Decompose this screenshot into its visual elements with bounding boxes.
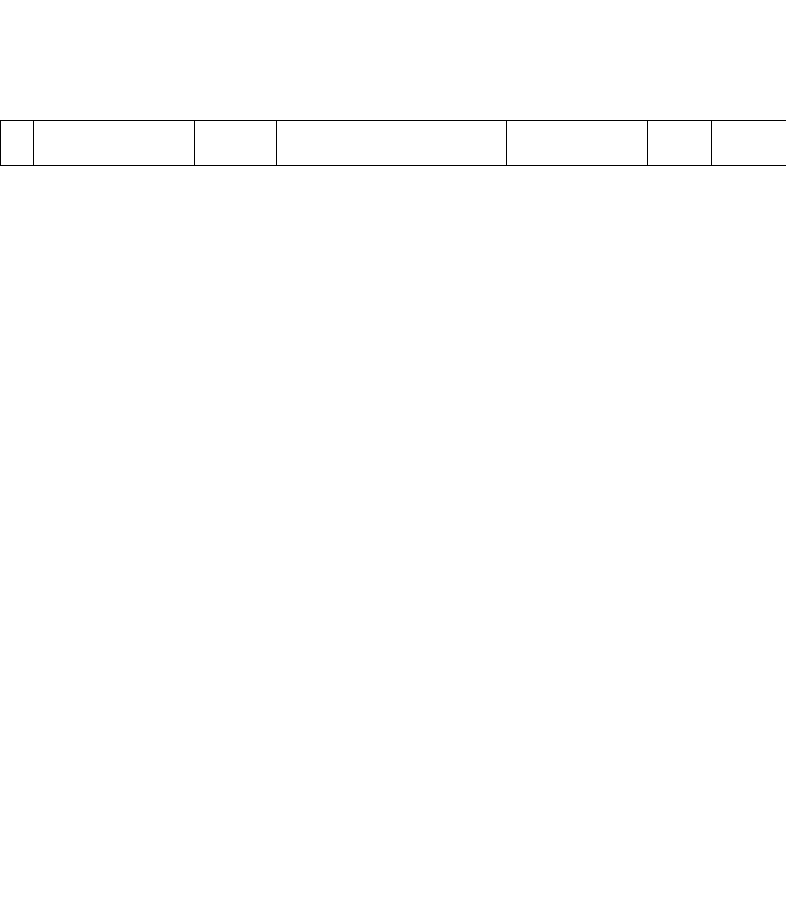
column-header-degree2-header: [507, 121, 648, 166]
table-header-row: [1, 121, 786, 166]
column-header-title-header: [648, 121, 712, 166]
column-header-note-header: [712, 121, 786, 166]
column-header-degree1-header: [277, 121, 507, 166]
column-header-name-header: [34, 121, 195, 166]
column-header-dob-header: [195, 121, 277, 166]
lecturer-table: [0, 120, 786, 166]
column-header-stt-header: [1, 121, 34, 166]
